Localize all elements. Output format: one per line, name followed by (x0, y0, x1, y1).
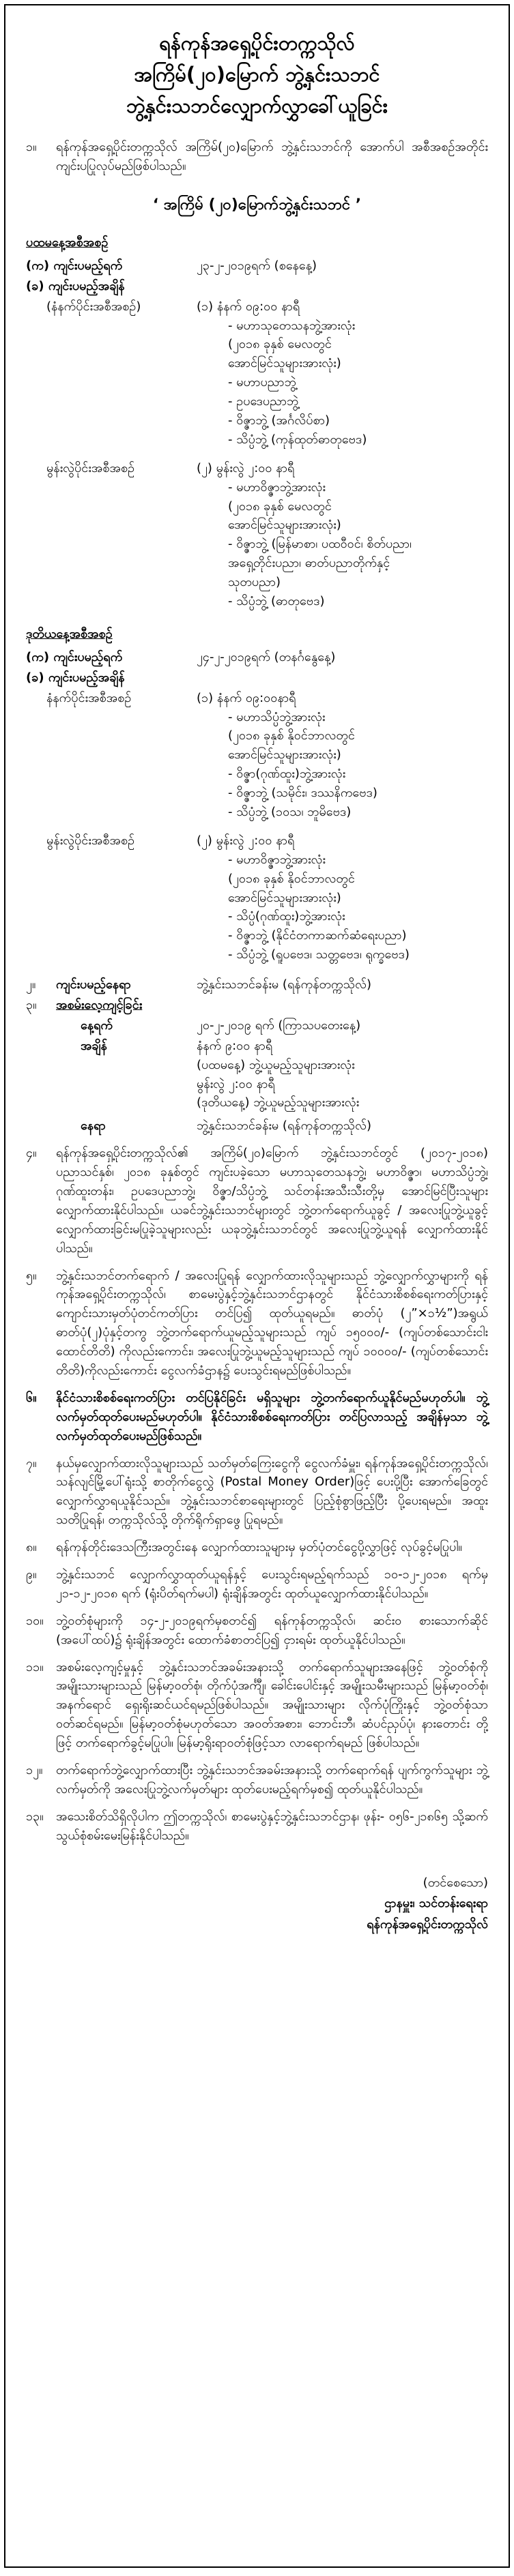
day1-heading: ပထမနေ့အစီအစဉ် (26, 235, 109, 250)
rehearsal-time-line: မွန်းလွဲ ၂:၀၀ နာရီ (197, 1076, 275, 1091)
venue-label: ကျင်းပမည့်နေရာ (56, 977, 131, 992)
day2-morning (26, 689, 488, 822)
day2-afternoon (26, 831, 488, 964)
rehearsal-day-value: ၂၀-၂-၂၀၁၉ ရက် (ကြာသပတေးနေ့) (197, 1018, 361, 1033)
list-item: - သိပ္ပံဘွဲ့ (ဓာတုဗေဒ) (228, 594, 325, 609)
rehearsal-place-row (26, 1116, 488, 1136)
rehearsal-time-row (26, 1037, 488, 1113)
paragraph-text: ရန်ကုန်တိုင်းဒေသကြီးအတွင်းနေ လျှောက်ထားသူများမှ မှတ်ပုံတင်ငွေပို့လွှာဖြင့် လုပ်ခွင့်မပြုပါ။ (56, 1540, 462, 1555)
paragraph-text: ရန်ကုန်အရှေ့ပိုင်းတက္ကသိုလ် အကြိမ်(၂၀)မြောက် ဘွဲ့နှင်းသဘင်ကို အောက်ပါ အစီအစဉ်အတိုင်း ကျင်းပပြုလုပ်မည်ဖြစ်ပါသည်။ (56, 140, 488, 174)
intro-paragraph (26, 138, 488, 184)
list-item: - မဟာဝိဇ္ဇာဘွဲ့အားလုံး (228, 852, 326, 867)
day2-date-label: (က) ကျင်းပမည့်ရက် (26, 649, 123, 664)
list-item: - သိပ္ပံဘွဲ့ (ကုန်ထုတ်ဓာတုဗေဒ) (228, 432, 367, 447)
day1-morning (26, 297, 488, 449)
title-ceremony: အကြိမ်(၂၀)မြောက် ဘွဲ့နှင်းသဘင် (134, 63, 380, 87)
day1-date-row (26, 256, 488, 276)
paragraph-number: ၁။ (26, 140, 37, 155)
list-item: အောင်မြင်သူများအားလုံး) (228, 890, 341, 905)
list-item: - ဝိဇ္ဇာဘွဲ့ (သမိုင်း၊ ဒဿနိကဗေဒ) (228, 786, 377, 801)
day1-program-row (26, 277, 488, 296)
paragraph-number: ၄။ (26, 1146, 37, 1161)
paragraph-number: ၃။ (26, 997, 37, 1012)
list-item: - သိပ္ပံဘွဲ့ (၁၀သ၊ ဘူမိဗေဒ) (228, 804, 352, 819)
paragraph (26, 1761, 488, 1807)
day2-afternoon-time: (၂) မွန်းလွဲ ၂:၀၀ နာရီ (197, 833, 295, 848)
paragraph-number: ၆။ (26, 1390, 37, 1405)
rehearsal-time-line: နံနက် ၉:၀၀ နာရီ (197, 1038, 273, 1053)
list-item: - မဟာဝိဇ္ဇာဘွဲ့အားလုံး (228, 479, 326, 494)
venue-row (26, 975, 488, 994)
list-item: - သိပ္ပံ(ဂုဏ်ထူး)ဘွဲ့အားလုံး (228, 909, 345, 924)
list-item: အောင်မြင်သူများအားလုံး) (228, 747, 341, 763)
signature-issued-by: (တင်စေသော) (423, 1875, 488, 1890)
rehearsal-day-row (26, 1016, 488, 1035)
paragraph-text: ဘွဲ့ဝတ်စုံများကို ၁၄-၂-၂၀၁၉ရက်မှစတင်၍ ရန်ကုန်တက္ကသိုလ်၊ ဆင်းဝ စားသောက်ဆိုင် (အပေါ်ထပ်)၌ ရုံးချိန်အတွင်း ထောက်ခံစာတင်ပြ၍ ငှားရမ်း ထုတ်ယူနိုင်ပါသည်။ (56, 1613, 488, 1647)
paragraph-text: ရန်ကုန်အရှေ့ပိုင်းတက္ကသိုလ်၏ အကြိမ်(၂၀)မြောက် ဘွဲ့နှင်းသဘင်တွင် (၂၀၁၇-၂၀၁၈) ပညာသင်နှစ်၊ ၂၀၁၈ ခုနှစ်တွင် ကျင်းပခဲ့သော မဟာသုတေသနဘွဲ့၊ မဟာဝိဇ္ဇာ၊ မဟာသိပ္ပံဘွဲ့၊ ဂုဏ်ထူးတန်း၊ ဥပဒေပညာဘွဲ့၊ ဝိဇ္ဇာ/သိပ္ပံဘွဲ့ သင်တန်းအသီးသီးတို့မှ အောင်မြင်ပြီးသူများ လျှောက်ထားနိုင်ပါသည်။ ယခင်ဘွဲ့နှင်းသဘင်များတွင် ဘွဲ့တက်ရောက်ယူခွင့် / အလေးပြုဘွဲ့ယူခွင့် လျှောက်ထားခြင်းမပြုခဲ့သူများလည်း ယခုဘွဲ့နှင်းသဘင်တွင် အလေးပြုဘွဲ့ယူရန် လျှောက်ထားနိုင်ပါသည်။ (56, 1146, 488, 1256)
paragraph (26, 1658, 488, 1761)
day1-date-label: (က) ကျင်းပမည့်ရက် (26, 258, 123, 273)
paragraph (26, 1807, 488, 1854)
paragraph-number: ၇။ (26, 1455, 37, 1470)
day1-program-label: (ခ) ကျင်းပမည့်အချိန် (26, 278, 125, 293)
list-item: - ဝိဇ္ဇာဘွဲ့ (အင်္ဂလိပ်စာ) (228, 413, 330, 428)
paragraph (26, 1144, 488, 1266)
paragraph (26, 1612, 488, 1658)
rehearsal-place-label: နေရာ (81, 1119, 106, 1134)
day1-afternoon-label: မွန်းလွဲပိုင်းအစီအစဉ် (46, 460, 135, 475)
paragraph-number: ၁၁။ (26, 1659, 44, 1674)
list-item: အရှေ့တိုင်းပညာ၊ ဓာတ်ပညာတိုက်နှင့် (228, 556, 390, 571)
paragraph-text: ဘွဲ့နှင်းသဘင် လျှောက်လွှာထုတ်ယူရန်နှင့် ပေးသွင်းရမည့်ရက်သည် ၁၀-၁၂-၂၀၁၈ ရက်မှ ၂၁-၁၂-၂၀၁၈ ရက် (ရုံးပိတ်ရက်မပါ) ရုံးချိန်အတွင်း ထုတ်ယူလျှောက်ထားနိုင်ပါသည်။ (56, 1567, 488, 1601)
day1-afternoon-time: (၂) မွန်းလွဲ ၂:၀၀ နာရီ (197, 460, 295, 475)
paragraph (26, 1454, 488, 1539)
rehearsal-heading-row (26, 996, 488, 1015)
list-item: (၂၀၁၈ ခုနှစ် နိုဝင်ဘာလတွင် (228, 728, 355, 743)
paragraph-number: ၁၂။ (26, 1763, 43, 1778)
day1-morning-time: (၁) နံနက် ၀၉:၀၀ နာရီ (197, 299, 300, 314)
paragraph (26, 1267, 488, 1389)
rehearsal-time-label: အချိန် (81, 1038, 107, 1053)
paragraph (26, 1389, 488, 1454)
announcement-page (4, 4, 510, 2568)
day2-schedule (26, 625, 488, 964)
rehearsal-place-value: ဘွဲ့နှင်းသဘင်ခန်းမ (ရန်ကုန်တက္ကသိုလ်) (197, 1119, 371, 1134)
paragraph-number: ၁၃။ (26, 1809, 44, 1824)
paragraph-text: အသေးစိတ်သိရှိလိုပါက ဤတက္ကသိုလ်၊ စာမေးပွဲနှင့်ဘွဲ့နှင်းသဘင်ဌာန၊ ဖုန်း- ၀၅၆-၂၁၈၆၅ သို့ဆက်သွယ်စုံစမ်းမေးမြန်းနိုင်ပါသည်။ (56, 1809, 488, 1843)
day1-morning-label: (နံနက်ပိုင်းအစီအစဉ်) (46, 299, 141, 314)
ceremony-heading: ‘ အကြိမ် (၂၀)မြောက်ဘွဲ့နှင်းသဘင် ’ (152, 196, 362, 213)
day2-date-value: ၂၄-၂-၂၀၁၉ရက် (တနင်္ဂနွေနေ့) (197, 649, 336, 664)
list-item: - သိပ္ပံဘွဲ့ (ရူပဗေဒ၊ သတ္တဗေဒ၊ ရုက္ခဗေဒ) (228, 947, 410, 962)
signature-title: ဌာနမှူး၊ သင်တန်းရေးရာ (384, 1896, 488, 1911)
list-item: အောင်မြင်သူများအားလုံး) (228, 356, 341, 371)
paragraph (26, 1565, 488, 1612)
list-item: - ဝိဇ္ဇာ(ဂုဏ်ထူး)ဘွဲ့အားလုံး (228, 767, 346, 782)
list-item: - ဥပဒေပညာဘွဲ့ (228, 394, 299, 409)
paragraph-number: ၅။ (26, 1268, 37, 1283)
title-university: ရန်ကုန်အရှေ့ပိုင်းတက္ကသိုလ် (159, 31, 355, 55)
paragraph (26, 1538, 488, 1565)
paragraph-text: ဘွဲ့နှင်းသဘင်တက်ရောက် / အလေးပြုရန် လျှောက်ထားလိုသူများသည် ဘွဲ့လျှောက်လွှာများကို ရန်ကုန်အရှေ့ပိုင်းတက္ကသိုလ်၊ စာမေးပွဲနှင့်ဘွဲ့နှင်းသဘင်ဌာနတွင် နိုင်ငံသားစိစစ်ရေးကတ်ပြားနှင့် ကျောင်းသားမှတ်ပုံတင်ကတ်ပြား တင်ပြ၍ ထုတ်ယူရမည်။ ဓာတ်ပုံ (၂”×၁½”)အရွယ် ဓာတ်ပုံ(၂)ပုံနှင့်တကွ ဘွဲ့တက်ရောက်ယူမည့်သူများသည် ကျပ် ၁၅၀၀၀/- (ကျပ်တစ်သောင်းငါးထောင်တိတိ) ကိုလည်းကောင်း၊ အလေးပြုဘွဲ့ယူမည့်သူများသည် ကျပ် ၁၀၀၀၀/- (ကျပ်တစ်သောင်းတိတိ)ကိုလည်းကောင်း ငွေလက်ခံဌာန၌ ပေးသွင်းရမည်ဖြစ်ပါသည်။ (56, 1268, 488, 1378)
rehearsal-time-line: (ဒုတိယနေ့) ဘွဲ့ယူမည့်သူများအားလုံး (197, 1095, 360, 1110)
day1-schedule (26, 233, 488, 611)
conditions-list (26, 1144, 488, 1853)
day2-program-row (26, 668, 488, 687)
list-item: - မဟာသုတေသနဘွဲ့အားလုံး (228, 318, 356, 333)
venue-value: ဘွဲ့နှင်းသဘင်ခန်းမ (ရန်ကုန်တက္ကသိုလ်) (197, 977, 371, 992)
paragraph-number: ၂။ (26, 977, 36, 992)
rehearsal-day-label: နေ့ရက် (81, 1018, 113, 1033)
announcement-title (26, 29, 488, 120)
paragraph-text: တက်ရောက်ဘွဲ့လျှောက်ထားပြီး ဘွဲ့နှင်းသဘင်အခမ်းအနားသို့ တက်ရောက်ရန် ပျက်ကွက်သူများ ဘွဲ့လက်မှတ်ကို အလေးပြုဘွဲ့လက်မှတ်များ ထုတ်ပေးမည့်ရက်မှစ၍ ထုတ်ယူနိုင်ပါသည်။ (56, 1763, 488, 1796)
day1-date-value: ၂၃-၂-၂၀၁၉ရက် (စနေနေ့) (197, 258, 317, 273)
list-item: အောင်မြင်သူများအားလုံး) (228, 518, 341, 533)
rehearsal-section (26, 996, 488, 1136)
day2-date-row (26, 648, 488, 667)
day2-heading: ဒုတိယနေ့အစီအစဉ် (26, 626, 113, 641)
paragraph-text: နယ်မှလျှောက်ထားလိုသူများသည် သတ်မှတ်ကြေးငွေကို ငွေလက်ခံမှူး၊ ရန်ကုန်အရှေ့ပိုင်းတက္ကသိုလ်၊ သန်လျင်မြို့ပေါ်ရုံးသို့ စာတိုက်ငွေလွှဲ (Postal Money Order)ဖြင့် ပေးပို့ပြီး အောက်ခြေတွင် လျှောက်လွှာရယူနိုင်သည်။ ဘွဲ့နှင်းသဘင်စာရေးများတွင် ပြည့်စုံစွာဖြည့်ပြီး ပို့ပေးရမည်။ အထူးသတိပြုရန်၊ တက္ကသိုလ်သို့ တိုက်ရိုက်ရှာဖွေ ပြုရမည်။ (56, 1455, 488, 1528)
day1-afternoon (26, 459, 488, 611)
signature-organization: ရန်ကုန်အရှေ့ပိုင်းတက္ကသိုလ် (367, 1916, 488, 1931)
rehearsal-label: အစမ်းလေ့ကျင့်ခြင်း (56, 997, 143, 1012)
day2-afternoon-label: မွန်းလွဲပိုင်းအစီအစဉ် (46, 833, 135, 848)
list-item: - ဝိဇ္ဇာဘွဲ့ (မြန်မာစာ၊ ပထဝီဝင်၊ စိတ်ပညာ၊ (228, 537, 412, 552)
list-item: - မဟာသိပ္ပံဘွဲ့အားလုံး (228, 709, 326, 724)
paragraph-text-important: နိုင်ငံသားစိစစ်ရေးကတ်ပြား တင်ပြနိုင်ခြင်း မရှိသူများ ဘွဲ့တက်ရောက်ယူနိုင်မည်မဟုတ်ပါ။ ဘွဲ့လက်မှတ်ထုတ်ပေးမည်မဟုတ်ပါ။ နိုင်ငံသားစိစစ်ရေးကတ်ပြား တင်ပြလာသည့် အချိန်မှသာ ဘွဲ့လက်မှတ်ထုတ်ပေးမည်ဖြစ်သည်။ (56, 1390, 488, 1443)
day2-program-label: (ခ) ကျင်းပမည့်အချိန် (26, 670, 125, 685)
day2-morning-label: နံနက်ပိုင်းအစီအစဉ် (46, 690, 132, 705)
list-item: - မဟာပညာဘွဲ့ (228, 375, 296, 390)
day2-morning-time: (၁) နံနက် ၀၉:၀၀နာရီ (197, 690, 296, 705)
paragraph-text: အစမ်းလေ့ကျင့်မှုနှင့် ဘွဲ့နှင်းသဘင်အခမ်းအနားသို့ တက်ရောက်သူများအနေဖြင့် ဘွဲ့ဝတ်စုံကို အမျိုးသားများသည် မြန်မာ့ဝတ်စုံ၊ တိုက်ပုံအင်္ကျီ၊ ခေါင်းပေါင်းနှင့် အမျိုးသမီးများသည် မြန်မာ့ဝတ်စုံ၊ အနက်ရောင် ရှေးရိုးဆင်ယင်ရမည်ဖြစ်ပါသည်။ အမျိုးသားများ လိုက်ပုံကြိုးနှင့် ဘွဲ့ဝတ်စုံသာ ဝတ်ဆင်ရမည်။ မြန်မာ့ဝတ်စုံမဟုတ်သော အဝတ်အစား၊ ဘောင်းဘီ၊ ဆံပင်ညှပ်ပုံ၊ နားတောင်း တို့ဖြင့် တက်ရောက်ခွင့်မပြုပါ။ မြန်မာ့ရိုးရာဝတ်စုံဖြင့်သာ လာရောက်ရမည် ဖြစ်ပါသည်။ (56, 1659, 488, 1751)
signature-block (26, 1873, 488, 1936)
list-item: (၂၀၁၈ ခုနှစ် မေလတွင် (228, 337, 332, 352)
rehearsal-time-line: (ပထမနေ့) ဘွဲ့ယူမည့်သူများအားလုံး (197, 1057, 355, 1072)
list-item: သုတပညာ) (228, 575, 281, 590)
paragraph-number: ၁၀။ (26, 1613, 44, 1628)
list-item: (၂၀၁၈ ခုနှစ် နိုဝင်ဘာလတွင် (228, 871, 355, 886)
list-item: - ဝိဇ္ဇာဘွဲ့ (နိုင်ငံတကာဆက်ဆံရေးပညာ) (228, 928, 407, 943)
paragraph-number: ၈။ (26, 1540, 37, 1555)
title-application-call: ဘွဲ့နှင်းသဘင်လျှောက်လွှာခေါ်ယူခြင်း (126, 94, 388, 118)
list-item: (၂၀၁၈ ခုနှစ် မေလတွင် (228, 499, 332, 514)
paragraph-number: ၉။ (26, 1567, 37, 1582)
